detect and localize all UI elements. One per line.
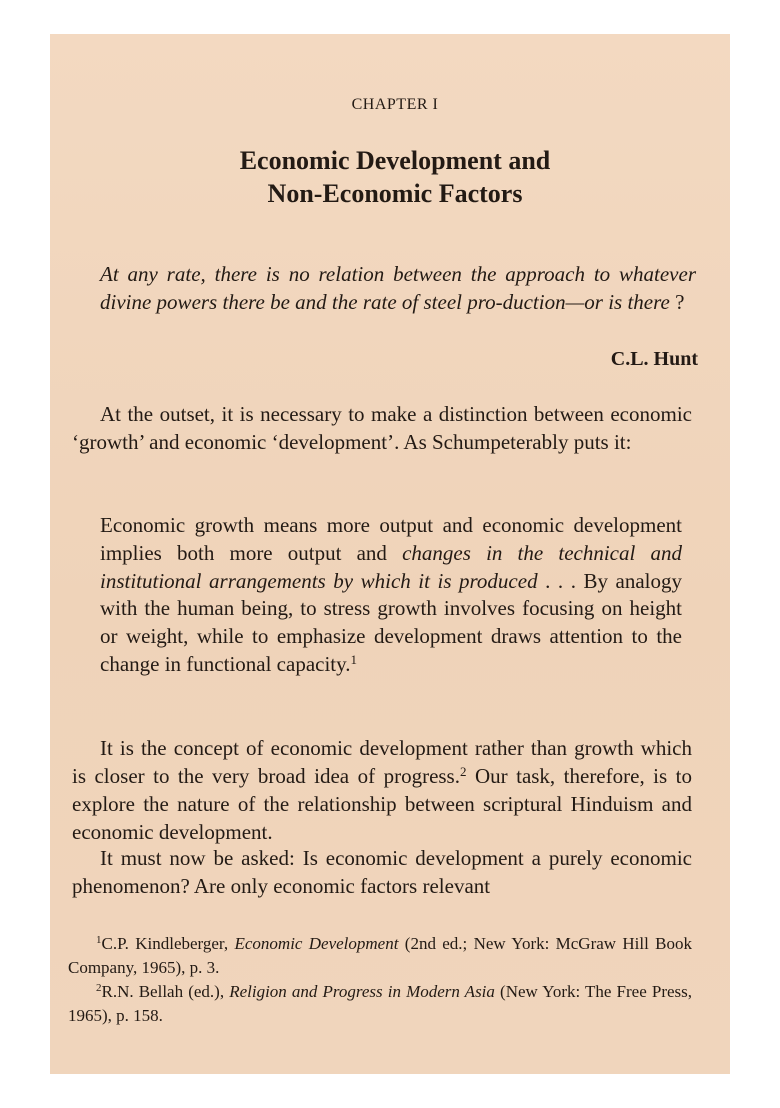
footnote-1-author: C.P. Kindleberger,	[101, 934, 235, 953]
paragraph-question	[72, 844, 692, 900]
paragraph-concept-part-1: It is the concept of economic development rather than growth which is closer to the very broad idea of progress.	[72, 736, 692, 788]
paragraph-intro	[72, 400, 692, 456]
epigraph-text: At any rate, there is no relation between the approach to whatever divine powers there be and the rate of steel pro-duction—or is there	[100, 262, 696, 314]
footnote-2-number: 2	[96, 982, 102, 994]
footnote-2-work: Religion and Progress in Modern Asia	[229, 982, 495, 1001]
footnotes	[68, 932, 692, 1028]
footnote-1	[68, 932, 692, 980]
quote-part-1: Economic growth means more output and economic development implies both more output and	[100, 513, 682, 565]
footnote-1-rest: (2nd ed.; New York: McGraw Hill Book Company, 1965), p. 3.	[68, 934, 692, 977]
chapter-title-line-1: Economic Development and	[239, 146, 551, 175]
epigraph-end-mark: ?	[669, 290, 685, 314]
footnote-2-rest: (New York: The Free Press, 1965), p. 158.	[68, 982, 693, 1025]
paragraph-intro-text: At the outset, it is necessary to make a distinction between economic ‘growth’ and economic ‘development’. As Schumpeterably puts it:	[72, 402, 692, 454]
quote-italic-part: changes in the technical and institutional arrangements by which it is produced	[100, 540, 682, 593]
book-page	[50, 34, 730, 1074]
footnote-1-number: 1	[96, 934, 102, 946]
footnote-1-work: Economic Development	[234, 934, 399, 953]
quote-footnote-ref: 1	[350, 651, 358, 667]
epigraph	[100, 260, 696, 316]
paragraph-concept	[72, 734, 692, 846]
footnote-2	[68, 980, 692, 1028]
footnote-2-author: R.N. Bellah (ed.),	[101, 982, 230, 1001]
quote-part-3: . . . By analogy with the human being, to stress growth involves focusing on height or weight, while to emphasize development draws attention to the change in functional capacity.	[100, 568, 683, 676]
block-quote	[100, 512, 682, 679]
paragraph-concept-part-2: Our task, therefore, is to explore the nature of the relationship between scriptural Hinduism and economic development.	[72, 764, 692, 844]
chapter-label: CHAPTER I	[351, 96, 439, 113]
paragraph-concept-footnote-ref: 2	[459, 764, 467, 779]
epigraph-attribution: C.L. Hunt	[610, 348, 698, 370]
chapter-title-line-2: Non-Economic Factors	[267, 179, 523, 208]
paragraph-question-text: It must now be asked: Is economic development a purely economic phenomenon? Are only economic factors relevant	[72, 846, 692, 898]
chapter-title	[50, 144, 740, 210]
